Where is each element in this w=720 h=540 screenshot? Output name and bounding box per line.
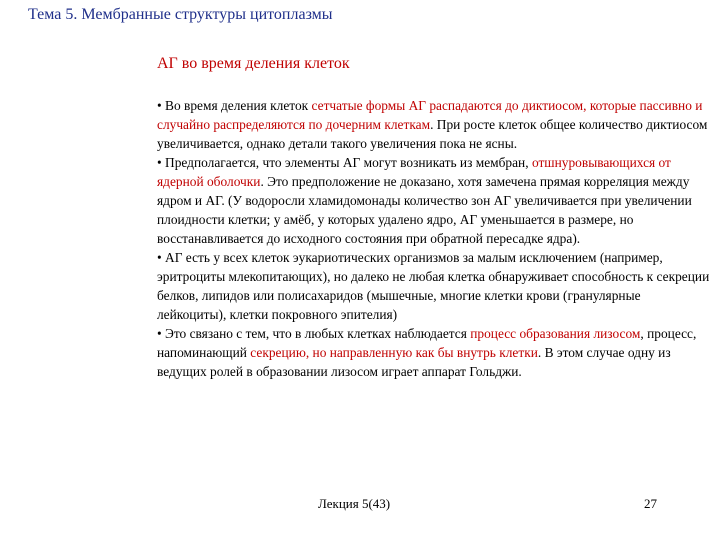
footer-lecture: Лекция 5(43) <box>318 496 391 511</box>
paragraph-origin <box>157 153 713 248</box>
highlight-text: сетчатые формы АГ распадаются до диктиосом, которые пассивно и случайно распределяются по дочерним клеткам <box>157 98 703 132</box>
highlight-text: процесс образования лизосом <box>470 326 641 341</box>
paragraph-text: • АГ есть у всех клеток эукариотических организмов за малым исключением (например, эритроциты млекопитающих), но далеко не любая клетка обнаруживает способность к секреции белков, липидов или полисахаридов (мышечные, многие клетки крови (гранулярные лейкоциты), клетки покровного эпителия) <box>157 250 710 322</box>
paragraph-text: . Это предположение не доказано, хотя замечена прямая корреляция между ядром и АГ. (У водоросли хламидомонады количество зон АГ увеличивается при увеличении плоидности клетки; у амёб, у которых удалено ядро, АГ уменьшается в размере, но восстанавливается до исходного состояния при обратной пересадке ядра). <box>157 174 692 246</box>
paragraph-text: , процесс, напоминающий <box>157 326 697 360</box>
slide-body <box>157 96 713 381</box>
highlight-text: секрецию, но направленную как бы внутрь клетки <box>250 345 538 360</box>
slide-subtitle: АГ во время деления клеток <box>157 55 350 72</box>
slide-header-title: Тема 5. Мембранные структуры цитоплазмы <box>28 6 333 23</box>
paragraph-division <box>157 96 713 153</box>
paragraph-text: • Предполагается, что элементы АГ могут возникать из мембран, <box>157 155 532 170</box>
paragraph-text: . При росте клеток общее количество диктиосом увеличивается, однако детали такого увеличения пока не ясны. <box>157 117 708 151</box>
paragraph-text: • Во время деления клеток <box>157 98 312 113</box>
paragraph-text: • Это связано с тем, что в любых клетках наблюдается <box>157 326 471 341</box>
page-number: 27 <box>644 496 657 511</box>
paragraph-text: . В этом случае одну из ведущих ролей в образовании лизосом играет аппарат Гольджи. <box>157 345 671 379</box>
paragraph-presence <box>157 248 713 324</box>
highlight-text: отшнуровывающихся от ядерной оболочки <box>157 155 671 189</box>
paragraph-lysosomes <box>157 324 713 381</box>
